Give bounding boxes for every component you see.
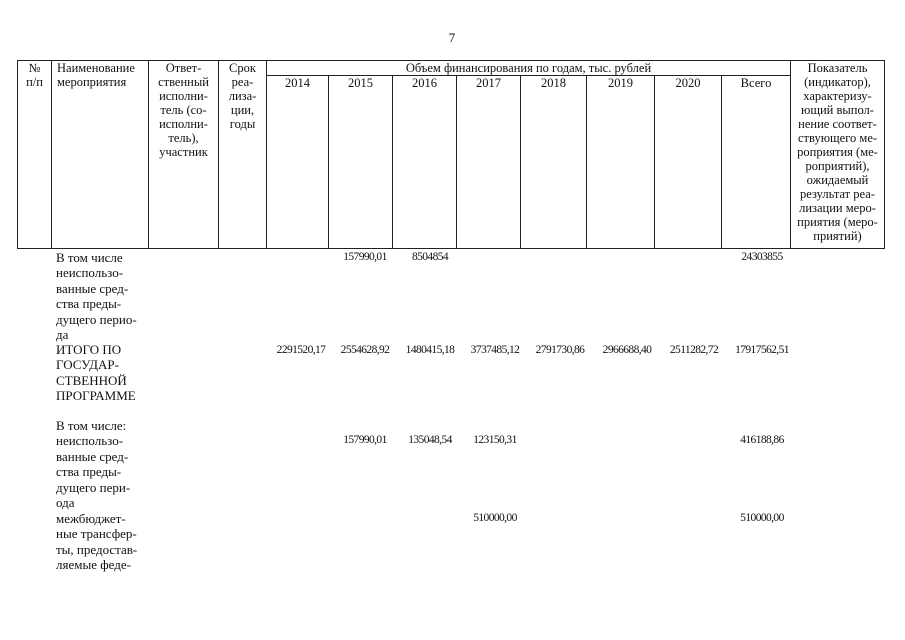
row-program-total-total: 17917562,51 <box>735 344 789 356</box>
row-unused-funds-2015: 157990,01 <box>343 251 387 263</box>
row-unused-prev-2017: 123150,31 <box>473 434 517 446</box>
year-cell-2014 <box>267 90 329 249</box>
year-cell-total <box>722 90 791 249</box>
row-interbudget-label: межбюджет- ные трансфер- ты, предостав- ляемые феде- <box>56 511 138 573</box>
row-program-total-2016: 1480415,18 <box>405 344 455 356</box>
header-year-2015: 2015 <box>329 76 393 91</box>
header-year-2017: 2017 <box>457 76 521 91</box>
row-unused-funds-label: В том числе неиспользо- ванные сред- ства преды- дущего перио- да <box>56 250 137 343</box>
row-program-total-2018: 2791730,86 <box>535 344 585 356</box>
header-responsible-col: Ответ- ственный исполни- тель (со- исполни- тель), участник <box>149 61 219 249</box>
year-cell-2020 <box>655 90 722 249</box>
header-year-2019: 2019 <box>587 76 655 91</box>
row-unused-prev-total: 416188,86 <box>740 434 784 446</box>
row-unused-prev-2016: 135048,54 <box>408 434 452 446</box>
page-number: 7 <box>448 30 456 45</box>
row-program-total-label: ИТОГО ПО ГОСУДАР- СТВЕННОЙ ПРОГРАММЕ <box>56 342 136 404</box>
row-unused-prev-label: В том числе: неиспользо- ванные сред- ства преды- дущего пери- ода <box>56 418 131 511</box>
header-number-col: № п/п <box>18 61 52 249</box>
year-cell-2015 <box>329 90 393 249</box>
year-cell-2017 <box>457 90 521 249</box>
header-total: Всего <box>722 76 791 91</box>
row-interbudget-2017: 510000,00 <box>473 512 517 524</box>
header-year-2018: 2018 <box>521 76 587 91</box>
header-year-2014: 2014 <box>267 76 329 91</box>
header-year-2016: 2016 <box>393 76 457 91</box>
row-program-total-2017: 3737485,12 <box>470 344 520 356</box>
header-term-col: Срок реа- лиза- ции, годы <box>219 61 267 249</box>
row-program-total-2019: 2966688,40 <box>602 344 652 356</box>
row-unused-prev-2015: 157990,01 <box>343 434 387 446</box>
row-program-total-2020: 2511282,72 <box>669 344 719 356</box>
header-funding-col: Объем финансирования по годам, тыс. рублей <box>267 61 791 76</box>
row-program-total-2014: 2291520,17 <box>276 344 326 356</box>
year-cell-2018 <box>521 90 587 249</box>
row-unused-funds-2016: 8504854 <box>411 251 449 263</box>
header-year-2020: 2020 <box>655 76 722 91</box>
program-table-header <box>17 60 885 249</box>
header-indicator-col: Показатель (индикатор), характеризу- ющий выпол- нение соответ- ствующего ме- роприятия (ме- роприятий), ожидаемый результат реа- лизации меро- приятия (меро- приятий) <box>791 61 885 249</box>
header-name-col: Наименование мероприятия <box>52 61 149 249</box>
year-cell-2019 <box>587 90 655 249</box>
row-program-total-2015: 2554628,92 <box>340 344 390 356</box>
row-interbudget-total: 510000,00 <box>740 512 784 524</box>
row-unused-funds-total: 24303855 <box>741 251 783 263</box>
year-cell-2016 <box>393 90 457 249</box>
